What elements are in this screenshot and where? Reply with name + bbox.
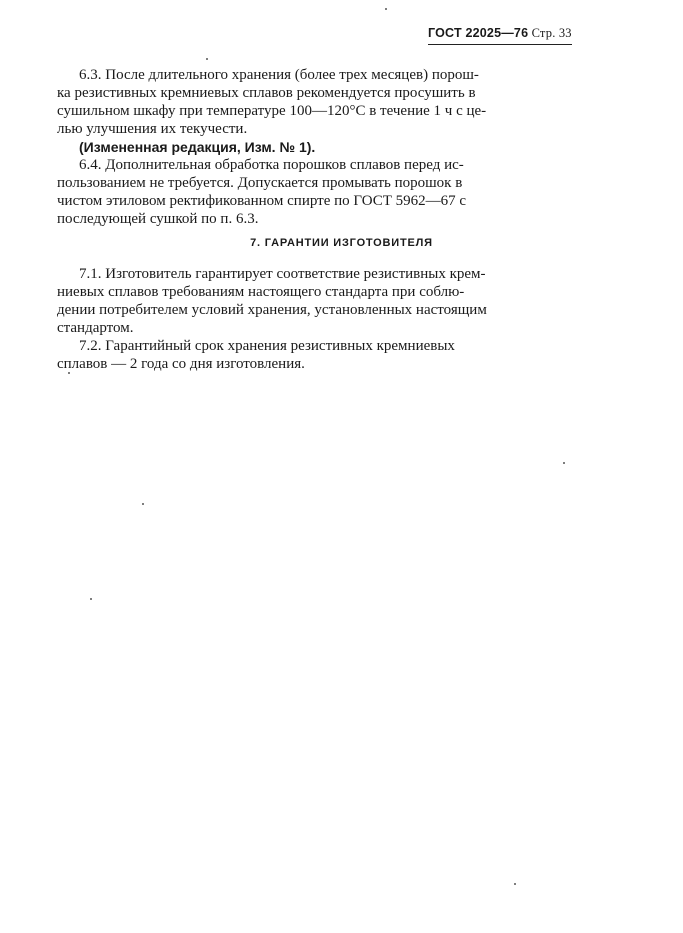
paragraph-7-1-line-1: 7.1. Изготовитель гарантирует соответствие резистивных крем-: [79, 266, 486, 282]
section-6-block: [57, 66, 577, 228]
section-7-block: [57, 265, 577, 373]
page-header: [428, 26, 572, 45]
paragraph-7-1-line-4: стандартом.: [57, 320, 134, 336]
paragraph-6-3-line-4: лью улучшения их текучести.: [57, 121, 248, 137]
scan-speck: [142, 503, 144, 505]
scan-speck: [68, 372, 70, 374]
scan-speck: [514, 883, 516, 885]
paragraph-7-1-line-2: ниевых сплавов требованиям настоящего стандарта при соблю-: [57, 284, 465, 300]
paragraph-7-1-line-3: дении потребителем условий хранения, установленных настоящим: [57, 302, 487, 318]
paragraph-6-3-line-3: сушильном шкафу при температуре 100—120°С в течение 1 ч с це-: [57, 103, 487, 119]
scan-speck: [385, 8, 387, 10]
page-number: Стр. 33: [531, 26, 572, 40]
section-7-title: 7. ГАРАНТИИ ИЗГОТОВИТЕЛЯ: [250, 237, 433, 249]
paragraph-6-4-line-1: 6.4. Дополнительная обработка порошков сплавов перед ис-: [79, 157, 464, 173]
scan-speck: [206, 58, 208, 60]
paragraph-7-2-line-1: 7.2. Гарантийный срок хранения резистивных кремниевых: [79, 338, 455, 354]
scan-speck: [563, 462, 565, 464]
paragraph-6-4-line-2: пользованием не требуется. Допускается промывать порошок в: [57, 175, 463, 191]
paragraph-6-4-line-3: чистом этиловом ректификованном спирте по ГОСТ 5962—67 с: [57, 193, 467, 209]
standard-number: ГОСТ 22025—76: [428, 26, 529, 40]
paragraph-6-3-line-1: 6.3. После длительного хранения (более трех месяцев) порош-: [79, 67, 479, 83]
change-note: (Измененная редакция, Изм. № 1).: [79, 139, 316, 155]
paragraph-6-3-line-2: ка резистивных кремниевых сплавов рекомендуется просушить в: [57, 85, 476, 101]
scan-speck: [90, 598, 92, 600]
paragraph-6-4-line-4: последующей сушкой по п. 6.3.: [57, 211, 259, 227]
paragraph-7-2-line-2: сплавов — 2 года со дня изготовления.: [57, 356, 305, 372]
